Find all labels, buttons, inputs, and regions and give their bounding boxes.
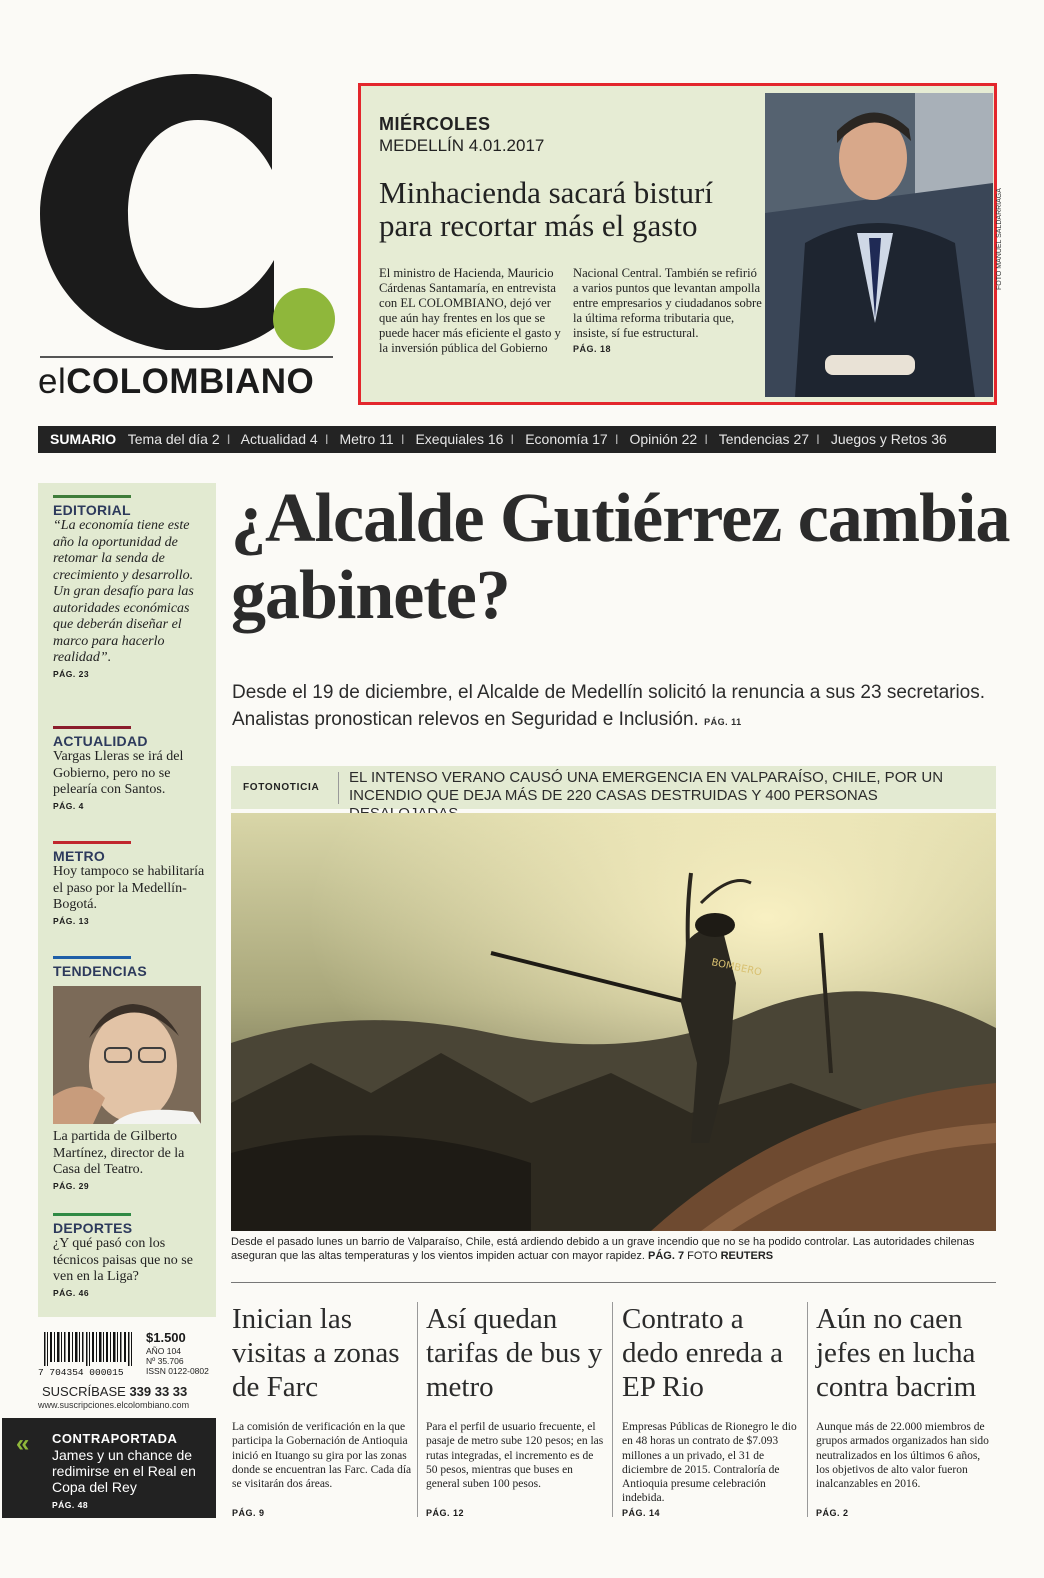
- price: $1.500: [146, 1330, 186, 1345]
- fotonoticia-text: EL INTENSO VERANO CAUSÓ UNA EMERGENCIA EN VALPARAÍSO, CHILE, POR UN INCENDIO QUE DEJA MÁS DE 220 CASAS DESTRUIDAS Y 400 PERSONAS: [349, 769, 944, 804]
- top-story-page[interactable]: PÁG. 18: [573, 344, 612, 354]
- sidebar: [38, 483, 216, 1317]
- top-story-date: MEDELLÍN 4.01.2017: [379, 136, 545, 155]
- gilberto-martinez-photo[interactable]: [53, 986, 201, 1124]
- minister-photo[interactable]: [765, 93, 993, 397]
- bottom-story-page[interactable]: PÁG. 9: [232, 1508, 265, 1518]
- main-headline[interactable]: ¿Alcalde Gutiérrez cambia gabinete?: [231, 480, 1010, 634]
- sidebar-page[interactable]: PÁG. 29: [53, 1180, 90, 1191]
- sumario-item[interactable]: Tema del día 2: [127, 431, 220, 447]
- issue-number: Nº 35.706: [146, 1356, 184, 1366]
- logo-wordmark[interactable]: elCOLOMBIANO: [38, 362, 315, 401]
- top-photo-credit: FOTO MANUEL SALDARRIAGA: [996, 188, 1003, 290]
- top-story-headline[interactable]: Minhacienda sacará bisturí para recortar más el gasto: [379, 175, 713, 243]
- sumario-item[interactable]: Opinión 22: [629, 431, 698, 447]
- top-story-box[interactable]: [358, 83, 997, 405]
- fotonoticia-label: FOTONOTICIA: [243, 782, 320, 793]
- contraportada-heading: CONTRAPORTADA: [52, 1431, 178, 1446]
- sidebar-text: “La economía tiene este año la oportunidad de retomar la senda de crecimiento y desarrollo. Un gran desafío para las autoridades económicas que deberán diseñar el marco para hacerlo realidad”.: [53, 518, 194, 665]
- bottom-story-headline[interactable]: Inician las visitas a zonas de Farc: [232, 1303, 400, 1403]
- sidebar-tendencias-story[interactable]: [53, 1129, 208, 1191]
- section-rule: [53, 726, 131, 729]
- fire-photo[interactable]: [231, 813, 996, 1231]
- bottom-story-text: Aunque más de 22.000 miembros de grupos armados organizados han sido neutralizados en los últimos 6 años, los objetivos de alto valor fueron inalcanzables en 2016.: [816, 1421, 989, 1491]
- sumario-label: SUMARIO: [50, 431, 117, 447]
- top-story-text-col2: Nacional Central. También se refirió a varios puntos que levantan ampolla entre empresarios y ciudadanos sobre la última reforma tributaria que, insiste, sí fue estructural. PÁG. 18: [573, 266, 762, 354]
- barcode-icon: [38, 1332, 141, 1376]
- divider: [231, 1282, 996, 1283]
- contraportada-text: James y un chance de redimirse en el Real en Copa del Rey: [52, 1447, 196, 1495]
- bottom-story-text: La comisión de verificación en la que participa la Gobernación de Antioquia inició en Ituango su gira por las zonas donde se encuentran las Farc. Cada día se visitarán dos áreas.: [232, 1421, 412, 1491]
- sidebar-actualidad[interactable]: [53, 726, 208, 811]
- sumario-item[interactable]: Metro 11: [339, 431, 394, 447]
- sidebar-heading: EDITORIAL: [53, 502, 131, 518]
- sumario-item[interactable]: Exequiales 16: [415, 431, 504, 447]
- sidebar-page[interactable]: PÁG. 23: [53, 668, 90, 679]
- sumario-item[interactable]: Economía 17: [525, 431, 608, 447]
- column-divider: [807, 1302, 808, 1517]
- bottom-story-headline[interactable]: Así quedan tarifas de bus y metro: [426, 1303, 603, 1403]
- sidebar-heading: ACTUALIDAD: [53, 733, 148, 749]
- logo-rule: [40, 356, 333, 358]
- bottom-story[interactable]: [622, 1302, 802, 1518]
- contraportada-box[interactable]: [2, 1418, 216, 1518]
- main-deck: Desde el 19 de diciembre, el Alcalde de Medellín solicitó la renuncia a sus 23 secretarios. Analistas pronostican relevos en Seguridad e Inclusión. PÁG. 11: [232, 682, 986, 730]
- sidebar-text: Vargas Lleras se irá del Gobierno, pero no se pelearía con Santos.: [53, 749, 184, 797]
- year: AÑO 104: [146, 1346, 181, 1356]
- bottom-story[interactable]: [232, 1302, 412, 1518]
- caption-page[interactable]: PÁG. 7: [648, 1250, 685, 1262]
- divider: [338, 772, 339, 804]
- bottom-story-page[interactable]: PÁG. 12: [426, 1508, 465, 1518]
- fotonoticia-strip: [231, 766, 996, 809]
- photo-caption: Desde el pasado lunes un barrio de Valparaíso, Chile, está ardiendo debido a un grave incendio que no se ha podido controlar. Las autoridades chilenas aseguran que las altas temperaturas y los vientos impiden actuar con mayor rapidez. PÁG. 7 FOTO REUTERS: [231, 1236, 975, 1262]
- sumario-bar: SUMARIO Tema del día 2 I Actualidad 4 I Metro 11 I Exequiales 16 I Economía 17 I Opinión 22 I Tendencias 27 I Juegos y Retos 36: [38, 426, 996, 453]
- double-chevron-left-icon: «: [16, 1430, 30, 1457]
- fire-photo-illustration: [231, 813, 996, 1231]
- sumario-item[interactable]: Actualidad 4: [240, 431, 318, 447]
- sidebar-editorial[interactable]: [53, 495, 208, 679]
- bottom-story-headline[interactable]: Contrato a dedo enreda a EP Rio: [622, 1303, 784, 1403]
- bottom-story-page[interactable]: PÁG. 14: [622, 1508, 661, 1518]
- sidebar-heading: TENDENCIAS: [53, 963, 148, 979]
- sidebar-page[interactable]: PÁG. 46: [53, 1287, 90, 1298]
- main-deck-page[interactable]: PÁG. 11: [704, 717, 742, 727]
- column-divider: [612, 1302, 613, 1517]
- sidebar-tendencias[interactable]: [53, 956, 208, 979]
- minister-photo-illustration: [765, 93, 993, 397]
- sumario-item[interactable]: Tendencias 27: [718, 431, 810, 447]
- sidebar-page[interactable]: PÁG. 4: [53, 800, 84, 811]
- bottom-story[interactable]: [426, 1302, 606, 1518]
- top-story-text-col1: El ministro de Hacienda, Mauricio Cárdenas Santamaría, en entrevista con EL COLOMBIANO, dejó ver que aún hay frentes en los que se puede hacer más eficiente el gasto y la inversión pública del Gobierno: [379, 266, 561, 355]
- bottom-story-page[interactable]: PÁG. 2: [816, 1508, 849, 1518]
- sumario-item[interactable]: Juegos y Retos 36: [830, 431, 947, 447]
- bottom-story-text: Para el perfil de usuario frecuente, el pasaje de metro sube 120 pesos; en las rutas integradas, el incremento es de 50 pesos, mientras que buses en general suben 100 pesos.: [426, 1421, 604, 1491]
- top-story-day: MIÉRCOLES: [379, 114, 491, 134]
- section-rule: [53, 495, 131, 498]
- sidebar-text: ¿Y qué pasó con los técnicos paisas que no se ven en la Liga?: [53, 1236, 193, 1284]
- logo-dot: [273, 288, 335, 350]
- sidebar-heading: DEPORTES: [53, 1220, 133, 1236]
- section-rule: [53, 1213, 131, 1216]
- section-rule: [53, 956, 131, 959]
- sidebar-text: Hoy tampoco se habilitaría el paso por la Medellín-Bogotá.: [53, 864, 205, 912]
- sidebar-heading: METRO: [53, 848, 106, 864]
- sidebar-metro[interactable]: [53, 841, 208, 926]
- bottom-story-text: Empresas Públicas de Rionegro le dio en 48 horas un contrato de $7.093 millones a un privado, el 31 de diciembre de 2015. Contraloría de Antioquia presume celebración indebida.: [622, 1421, 797, 1505]
- column-divider: [417, 1302, 418, 1517]
- sidebar-deportes[interactable]: [53, 1213, 208, 1298]
- portrait-illustration: [53, 986, 201, 1124]
- subscribe-line[interactable]: SUSCRÍBASE 339 33 33: [42, 1384, 188, 1399]
- bottom-story-headline[interactable]: Aún no caen jefes en lucha contra bacrim: [816, 1303, 977, 1403]
- helmet-text: BOMBERO: [710, 957, 763, 979]
- subscribe-url[interactable]: www.suscripciones.elcolombiano.com: [38, 1400, 190, 1410]
- contraportada-page[interactable]: PÁG. 48: [52, 1500, 89, 1510]
- section-rule: [53, 841, 131, 844]
- bottom-story[interactable]: [816, 1302, 996, 1518]
- sidebar-text: La partida de Gilberto Martínez, director de la Casa del Teatro.: [53, 1129, 185, 1177]
- issn: ISSN 0122-0802: [146, 1366, 209, 1376]
- barcode-number: 7 704354 000015: [38, 1367, 124, 1376]
- sidebar-page[interactable]: PÁG. 13: [53, 915, 90, 926]
